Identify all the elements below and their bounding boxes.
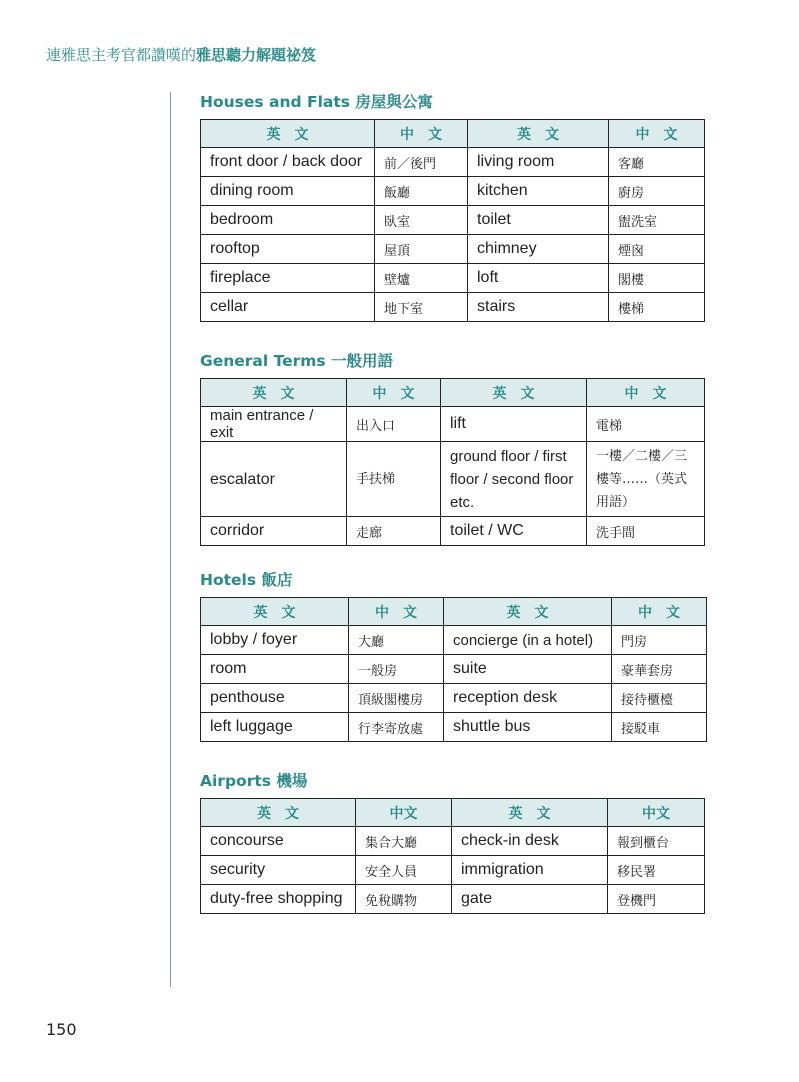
table-row (201, 206, 705, 235)
chinese-term: 頂級閣樓房 (349, 684, 444, 713)
table-row (201, 264, 705, 293)
chinese-term: 門房 (612, 626, 707, 655)
table-row (201, 827, 705, 856)
section-heading: General Terms 一般用語 (200, 352, 394, 370)
running-head-title: 雅思聽力解題祕笈 (196, 46, 317, 64)
chinese-term: 煙囪 (609, 235, 705, 264)
chinese-term: 豪華套房 (612, 655, 707, 684)
english-term: escalator (201, 442, 347, 517)
column-header: 英 文 (201, 120, 375, 148)
english-term: ground floor / first floor / second floor etc. (441, 442, 587, 517)
english-term: reception desk (444, 684, 612, 713)
english-term: front door / back door (201, 148, 375, 177)
column-header: 英 文 (441, 379, 587, 407)
english-term: rooftop (201, 235, 375, 264)
table-row (201, 885, 705, 914)
column-header: 英 文 (201, 379, 347, 407)
column-header: 中 文 (375, 120, 468, 148)
chinese-term: 飯廳 (375, 177, 468, 206)
table-row (201, 517, 705, 546)
vocab-table (200, 597, 707, 742)
running-head-prefix: 連雅思主考官都讚嘆的 (46, 46, 197, 64)
english-term: stairs (468, 293, 609, 322)
chinese-term: 報到櫃台 (608, 827, 705, 856)
table-row (201, 626, 707, 655)
english-term: living room (468, 148, 609, 177)
section-houses-and-flats (200, 92, 705, 322)
english-term: toilet / WC (441, 517, 587, 546)
section-hotels (200, 570, 707, 742)
chinese-term: 洗手間 (587, 517, 705, 546)
english-term: security (201, 856, 356, 885)
section-heading: Hotels 飯店 (200, 571, 293, 589)
english-term: chimney (468, 235, 609, 264)
table-row (201, 856, 705, 885)
table-row (201, 655, 707, 684)
chinese-term: 大廳 (349, 626, 444, 655)
table-row (201, 235, 705, 264)
column-header: 中文 (356, 799, 452, 827)
chinese-term: 閣樓 (609, 264, 705, 293)
english-term: lobby / foyer (201, 626, 349, 655)
chinese-term: 接駁車 (612, 713, 707, 742)
vocab-table (200, 378, 705, 546)
table-row (201, 177, 705, 206)
table-row (201, 407, 705, 442)
english-term: loft (468, 264, 609, 293)
chinese-term: 屋頂 (375, 235, 468, 264)
chinese-term: 前／後門 (375, 148, 468, 177)
chinese-term: 出入口 (347, 407, 441, 442)
column-header: 英 文 (201, 799, 356, 827)
english-term: immigration (452, 856, 608, 885)
running-head (46, 44, 316, 65)
english-term: suite (444, 655, 612, 684)
english-term: corridor (201, 517, 347, 546)
vocab-table (200, 119, 705, 322)
table-header-row (201, 799, 705, 827)
section-heading: Airports 機場 (200, 772, 308, 790)
english-term: duty-free shopping (201, 885, 356, 914)
chinese-term: 移民署 (608, 856, 705, 885)
section-airports (200, 771, 705, 914)
column-header: 英 文 (468, 120, 609, 148)
chinese-term: 行李寄放處 (349, 713, 444, 742)
chinese-term: 臥室 (375, 206, 468, 235)
vocab-table (200, 798, 705, 914)
chinese-term: 走廊 (347, 517, 441, 546)
margin-rule (170, 92, 171, 987)
column-header: 英 文 (444, 598, 612, 626)
chinese-term: 客廳 (609, 148, 705, 177)
column-header: 英 文 (201, 598, 349, 626)
english-term: room (201, 655, 349, 684)
column-header: 英 文 (452, 799, 608, 827)
english-term: kitchen (468, 177, 609, 206)
column-header: 中 文 (609, 120, 705, 148)
english-term: shuttle bus (444, 713, 612, 742)
chinese-term: 接待櫃檯 (612, 684, 707, 713)
chinese-term: 一樓／二樓／三樓等……（英式用語） (587, 442, 705, 517)
column-header: 中 文 (349, 598, 444, 626)
english-term: check-in desk (452, 827, 608, 856)
chinese-term: 地下室 (375, 293, 468, 322)
table-header-row (201, 379, 705, 407)
english-term: main entrance / exit (201, 407, 347, 442)
chinese-term: 一般房 (349, 655, 444, 684)
chinese-term: 手扶梯 (347, 442, 441, 517)
english-term: fireplace (201, 264, 375, 293)
column-header: 中 文 (347, 379, 441, 407)
section-heading: Houses and Flats 房屋與公寓 (200, 93, 433, 111)
english-term: gate (452, 885, 608, 914)
column-header: 中 文 (612, 598, 707, 626)
english-term: toilet (468, 206, 609, 235)
chinese-term: 電梯 (587, 407, 705, 442)
english-term: lift (441, 407, 587, 442)
english-term: cellar (201, 293, 375, 322)
chinese-term: 安全人員 (356, 856, 452, 885)
english-term: left luggage (201, 713, 349, 742)
table-row (201, 293, 705, 322)
table-header-row (201, 598, 707, 626)
table-row (201, 148, 705, 177)
english-term: concourse (201, 827, 356, 856)
chinese-term: 盥洗室 (609, 206, 705, 235)
english-term: penthouse (201, 684, 349, 713)
page-number: 150 (46, 1020, 77, 1039)
table-row (201, 684, 707, 713)
chinese-term: 壁爐 (375, 264, 468, 293)
table-header-row (201, 120, 705, 148)
english-term: bedroom (201, 206, 375, 235)
english-term: concierge (in a hotel) (444, 626, 612, 655)
table-row (201, 442, 705, 517)
section-general-terms (200, 351, 705, 546)
chinese-term: 樓梯 (609, 293, 705, 322)
chinese-term: 免稅購物 (356, 885, 452, 914)
column-header: 中文 (608, 799, 705, 827)
english-term: dining room (201, 177, 375, 206)
column-header: 中 文 (587, 379, 705, 407)
chinese-term: 登機門 (608, 885, 705, 914)
chinese-term: 集合大廳 (356, 827, 452, 856)
chinese-term: 廚房 (609, 177, 705, 206)
table-row (201, 713, 707, 742)
